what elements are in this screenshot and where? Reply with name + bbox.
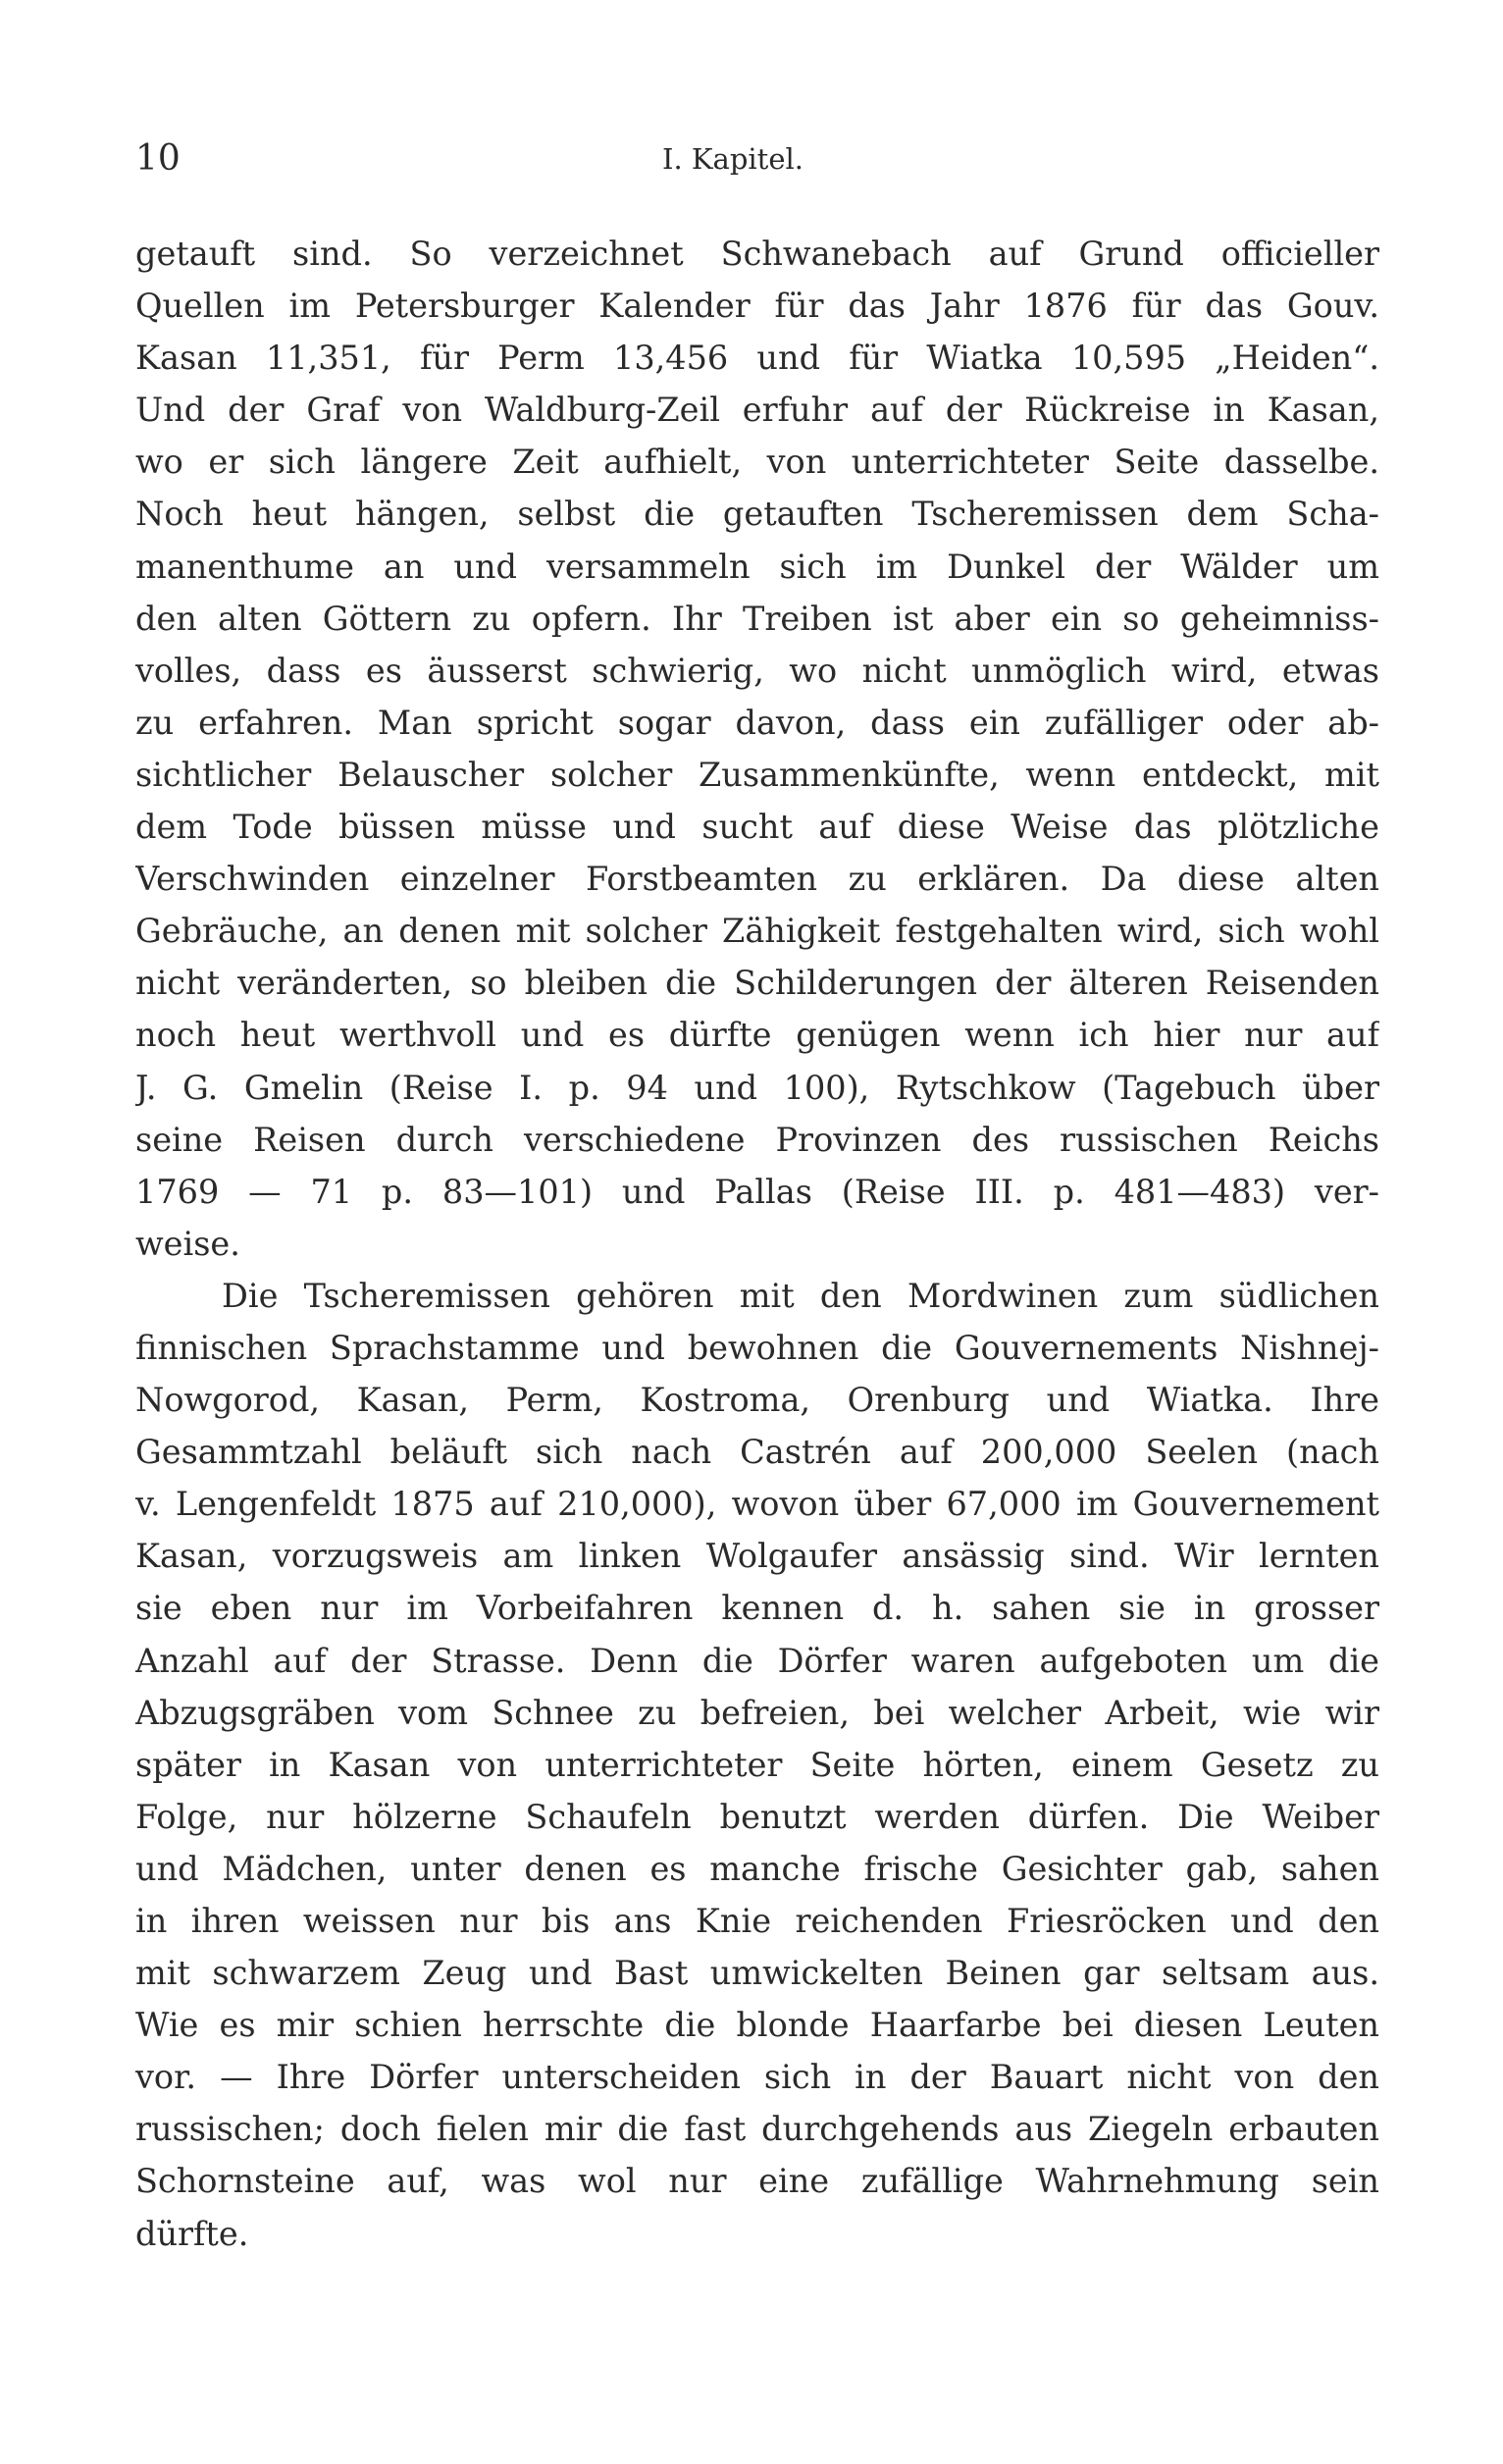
text-line: Schornsteine auf, was wol nur eine zufällige Wahrnehmung sein: [135, 2162, 1379, 2201]
text-line: volles, dass es äusserst schwierig, wo nicht unmöglich wird, etwas: [135, 651, 1379, 690]
text-line: den alten Göttern zu opfern. Ihr Treiben ist aber ein so geheimniss-: [135, 599, 1379, 638]
text-line: später in Kasan von unterrichteter Seite hörten, einem Gesetz zu: [135, 1745, 1379, 1784]
text-line: getauft sind. So verzeichnet Schwanebach auf Grund officieller: [135, 235, 1379, 273]
paragraph-end-line: weise.: [135, 1224, 240, 1263]
text-line: manenthume an und versammeln sich im Dunkel der Wälder um: [135, 547, 1379, 586]
text-line: Gebräuche, an denen mit solcher Zähigkeit festgehalten wird, sich wohl: [135, 912, 1379, 951]
text-line: Kasan, vorzugsweis am linken Wolgaufer ansässig sind. Wir lernten: [135, 1537, 1379, 1576]
text-line: Und der Graf von Waldburg-Zeil erfuhr auf der Rückreise in Kasan,: [135, 391, 1379, 430]
text-line: J. G. Gmelin (Reise I. p. 94 und 100), Rytschkow (Tagebuch über: [135, 1068, 1379, 1107]
text-line: dem Tode büssen müsse und sucht auf diese Weise das plötzliche: [135, 808, 1379, 847]
page-number: 10: [135, 138, 181, 179]
text-line: Abzugsgräben vom Schnee zu befreien, bei welcher Arbeit, wie wir: [135, 1693, 1379, 1732]
text-line: Verschwinden einzelner Forstbeamten zu erklären. Da diese alten: [135, 860, 1379, 899]
text-line: vor. — Ihre Dörfer unterscheiden sich in der Bauart nicht von den: [135, 2058, 1379, 2097]
text-line: mit schwarzem Zeug und Bast umwickelten Beinen gar seltsam aus.: [135, 1954, 1379, 1993]
text-line: nicht veränderten, so bleiben die Schilderungen der älteren Reisenden: [135, 964, 1379, 1003]
text-line: sichtlicher Belauscher solcher Zusammenkünfte, wenn entdeckt, mit: [135, 755, 1379, 794]
text-line: Quellen im Petersburger Kalender für das Jahr 1876 für das Gouv.: [135, 287, 1379, 326]
text-line: zu erfahren. Man spricht sogar davon, dass ein zufälliger oder ab-: [135, 703, 1379, 742]
text-line: russischen; doch fielen mir die fast durchgehends aus Ziegeln erbauten: [135, 2110, 1379, 2149]
paragraph-start-line: Die Tscheremissen gehören mit den Mordwinen zum südlichen: [222, 1276, 1379, 1315]
text-line: Anzahl auf der Strasse. Denn die Dörfer waren aufgeboten um die: [135, 1641, 1379, 1680]
text-line: in ihren weissen nur bis ans Knie reichenden Friesröcken und den: [135, 1902, 1379, 1940]
chapter-title: I. Kapitel.: [662, 142, 803, 176]
text-line: seine Reisen durch verschiedene Provinzen des russischen Reichs: [135, 1120, 1379, 1159]
body-text: [135, 228, 1379, 2260]
paragraph-end-line: dürfte.: [135, 2214, 249, 2253]
text-line: sie eben nur im Vorbeifahren kennen d. h. sahen sie in grosser: [135, 1589, 1379, 1628]
text-line: Kasan 11,351, für Perm 13,456 und für Wiatka 10,595 „Heiden“.: [135, 339, 1379, 378]
running-head: [135, 139, 1379, 188]
text-line: 1769 — 71 p. 83—101) und Pallas (Reise III. p. 481—483) ver-: [135, 1172, 1379, 1211]
text-line: Noch heut hängen, selbst die getauften Tscheremissen dem Scha-: [135, 495, 1379, 534]
text-line: und Mädchen, unter denen es manche frische Gesichter gab, sahen: [135, 1849, 1379, 1888]
text-line: wo er sich längere Zeit aufhielt, von unterrichteter Seite dasselbe.: [135, 443, 1379, 482]
text-line: noch heut werthvoll und es dürfte genügen wenn ich hier nur auf: [135, 1016, 1379, 1055]
text-line: Nowgorod, Kasan, Perm, Kostroma, Orenburg und Wiatka. Ihre: [135, 1381, 1379, 1420]
text-line: finnischen Sprachstamme und bewohnen die Gouvernements Nishnej-: [135, 1328, 1379, 1367]
text-line: Gesammtzahl beläuft sich nach Castrén auf 200,000 Seelen (nach: [135, 1433, 1379, 1472]
text-line: Folge, nur hölzerne Schaufeln benutzt werden dürfen. Die Weiber: [135, 1797, 1379, 1836]
text-line: Wie es mir schien herrschte die blonde Haarfarbe bei diesen Leuten: [135, 2006, 1379, 2045]
text-line: v. Lengenfeldt 1875 auf 210,000), wovon über 67,000 im Gouvernement: [135, 1485, 1379, 1524]
